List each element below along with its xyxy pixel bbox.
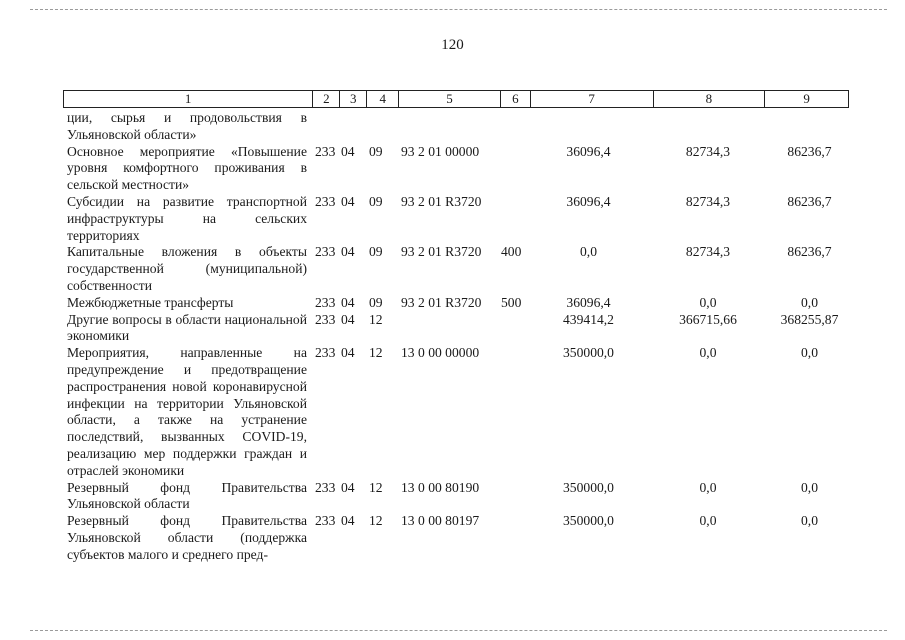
row-name: Субсидии на развитие транспортной инфраструктуры на сельских территориях — [67, 193, 307, 243]
header-col-5: 5 — [399, 91, 501, 107]
table-row — [63, 194, 853, 244]
cell-amount-col9 — [766, 110, 853, 144]
header-col-2: 2 — [313, 91, 340, 107]
header-col-9: 9 — [803, 91, 810, 106]
cell-amount-col8: 0,0 — [699, 345, 717, 361]
cell-amount-col9: 0,0 — [801, 345, 818, 361]
scan-top-edge — [30, 9, 887, 10]
row-name: Мероприятия, направленные на предупреждение и предотвращение распространения новой коронавирусной инфекции на территории Ульяновской области, а также на устранение последствий, вызванных COVID-19, реализацию мер поддержки граждан и отраслей экономики — [67, 345, 307, 478]
page-number: 120 — [441, 37, 464, 53]
row-name: Резервный фонд Правительства Ульяновской области (поддержка субъектов малого и среднего пред- — [67, 513, 307, 562]
cell-amount-col8: 0,0 — [699, 294, 717, 310]
cell-target-article: 93 2 01 R3720 — [401, 294, 482, 310]
cell-amount-col9: 86236,7 — [787, 193, 832, 209]
cell-amount-col9: 86236,7 — [787, 143, 832, 159]
table-row — [63, 244, 853, 294]
cell-amount-col7: 36096,4 — [566, 294, 611, 310]
row-name: Другие вопросы в области национальной экономики — [67, 311, 307, 344]
table-row — [63, 513, 853, 563]
cell-amount-col8: 366715,66 — [679, 311, 737, 327]
cell-amount-col7: 350000,0 — [563, 345, 614, 361]
cell-ministry: 233 — [315, 513, 336, 529]
cell-amount-col7: 350000,0 — [563, 513, 614, 529]
cell-amount-col9: 0,0 — [801, 294, 818, 310]
cell-amount-col7: 36096,4 — [566, 193, 611, 209]
header-col-7: 7 — [531, 91, 654, 107]
cell-expense-type — [497, 110, 527, 144]
cell-subsection: 09 — [369, 244, 383, 260]
cell-target-article: 13 0 00 00000 — [401, 345, 480, 361]
cell-section: 04 — [341, 294, 355, 310]
cell-subsection: 09 — [369, 294, 383, 310]
cell-section: 04 — [341, 143, 355, 159]
cell-amount-col7: 0,0 — [580, 244, 597, 260]
cell-expense-type: 500 — [501, 294, 522, 310]
cell-expense-type — [497, 312, 527, 346]
table-header-row — [63, 90, 849, 108]
cell-amount-col8: 0,0 — [699, 479, 717, 495]
cell-target-article: 13 0 00 80190 — [401, 479, 480, 495]
table-body — [63, 110, 853, 564]
cell-amount-col8 — [650, 110, 766, 144]
table-row — [63, 345, 853, 479]
header-col-1: 1 — [64, 91, 313, 107]
row-name: Основное мероприятие «Повышение уровня комфортного проживания в сельской местности» — [67, 143, 307, 193]
header-col-3: 3 — [340, 91, 367, 107]
cell-amount-col8: 0,0 — [699, 513, 717, 529]
cell-ministry: 233 — [315, 311, 336, 327]
row-name: Резервный фонд Правительства Ульяновской области — [67, 479, 307, 512]
cell-amount-col7: 439414,2 — [563, 311, 614, 327]
cell-target-article: 13 0 00 80197 — [401, 513, 480, 529]
header-col-8: 8 — [654, 91, 766, 107]
cell-section: 04 — [341, 345, 355, 361]
cell-subsection — [363, 110, 395, 144]
cell-amount-col9: 368255,87 — [780, 311, 839, 327]
header-col-4: 4 — [367, 91, 399, 107]
cell-amount-col7: 36096,4 — [566, 143, 611, 159]
cell-target-article: 93 2 01 R3720 — [401, 193, 482, 209]
cell-expense-type — [497, 144, 527, 194]
cell-subsection: 09 — [369, 193, 383, 209]
cell-amount-col7: 350000,0 — [563, 479, 614, 495]
row-name: ции, сырья и продовольствия в Ульяновской области» — [67, 110, 307, 142]
cell-section: 04 — [341, 311, 355, 327]
cell-amount-col9: 0,0 — [801, 479, 818, 495]
cell-expense-type — [497, 480, 527, 514]
cell-amount-col8: 82734,3 — [685, 244, 731, 260]
cell-amount-col8: 82734,3 — [685, 193, 731, 209]
cell-ministry: 233 — [315, 244, 336, 260]
cell-expense-type — [497, 194, 527, 244]
row-name: Капитальные вложения в объекты государственной (муниципальной) собственности — [67, 244, 307, 293]
cell-expense-type: 400 — [501, 244, 522, 260]
cell-amount-col7 — [527, 110, 650, 144]
table-row — [63, 295, 853, 312]
header-col-6: 6 — [501, 91, 531, 107]
cell-ministry: 233 — [315, 143, 336, 159]
row-name: Межбюджетные трансферты — [67, 294, 234, 310]
table-row — [63, 480, 853, 514]
cell-ministry: 233 — [315, 345, 336, 361]
cell-subsection: 12 — [369, 479, 383, 495]
cell-subsection: 12 — [369, 311, 383, 327]
table-row — [63, 312, 853, 346]
cell-expense-type — [497, 513, 527, 563]
table-row — [63, 110, 853, 144]
cell-ministry — [309, 110, 336, 144]
cell-subsection: 09 — [369, 143, 383, 159]
cell-subsection: 12 — [369, 345, 383, 361]
cell-ministry: 233 — [315, 479, 336, 495]
cell-subsection: 12 — [369, 513, 383, 529]
cell-section: 04 — [341, 513, 355, 529]
cell-expense-type — [497, 345, 527, 479]
cell-section: 04 — [341, 479, 355, 495]
scan-bottom-edge — [30, 630, 887, 631]
cell-amount-col8: 82734,3 — [685, 143, 731, 159]
cell-ministry: 233 — [315, 294, 336, 310]
cell-target-article — [395, 110, 497, 144]
cell-amount-col9: 0,0 — [801, 513, 818, 529]
cell-section: 04 — [341, 193, 355, 209]
cell-amount-col9: 86236,7 — [787, 244, 832, 260]
cell-ministry: 233 — [315, 193, 336, 209]
cell-target-article — [395, 312, 497, 346]
cell-section: 04 — [341, 244, 355, 260]
cell-target-article: 93 2 01 00000 — [401, 143, 480, 159]
table-row — [63, 144, 853, 194]
cell-section — [336, 110, 363, 144]
cell-target-article: 93 2 01 R3720 — [401, 244, 482, 260]
